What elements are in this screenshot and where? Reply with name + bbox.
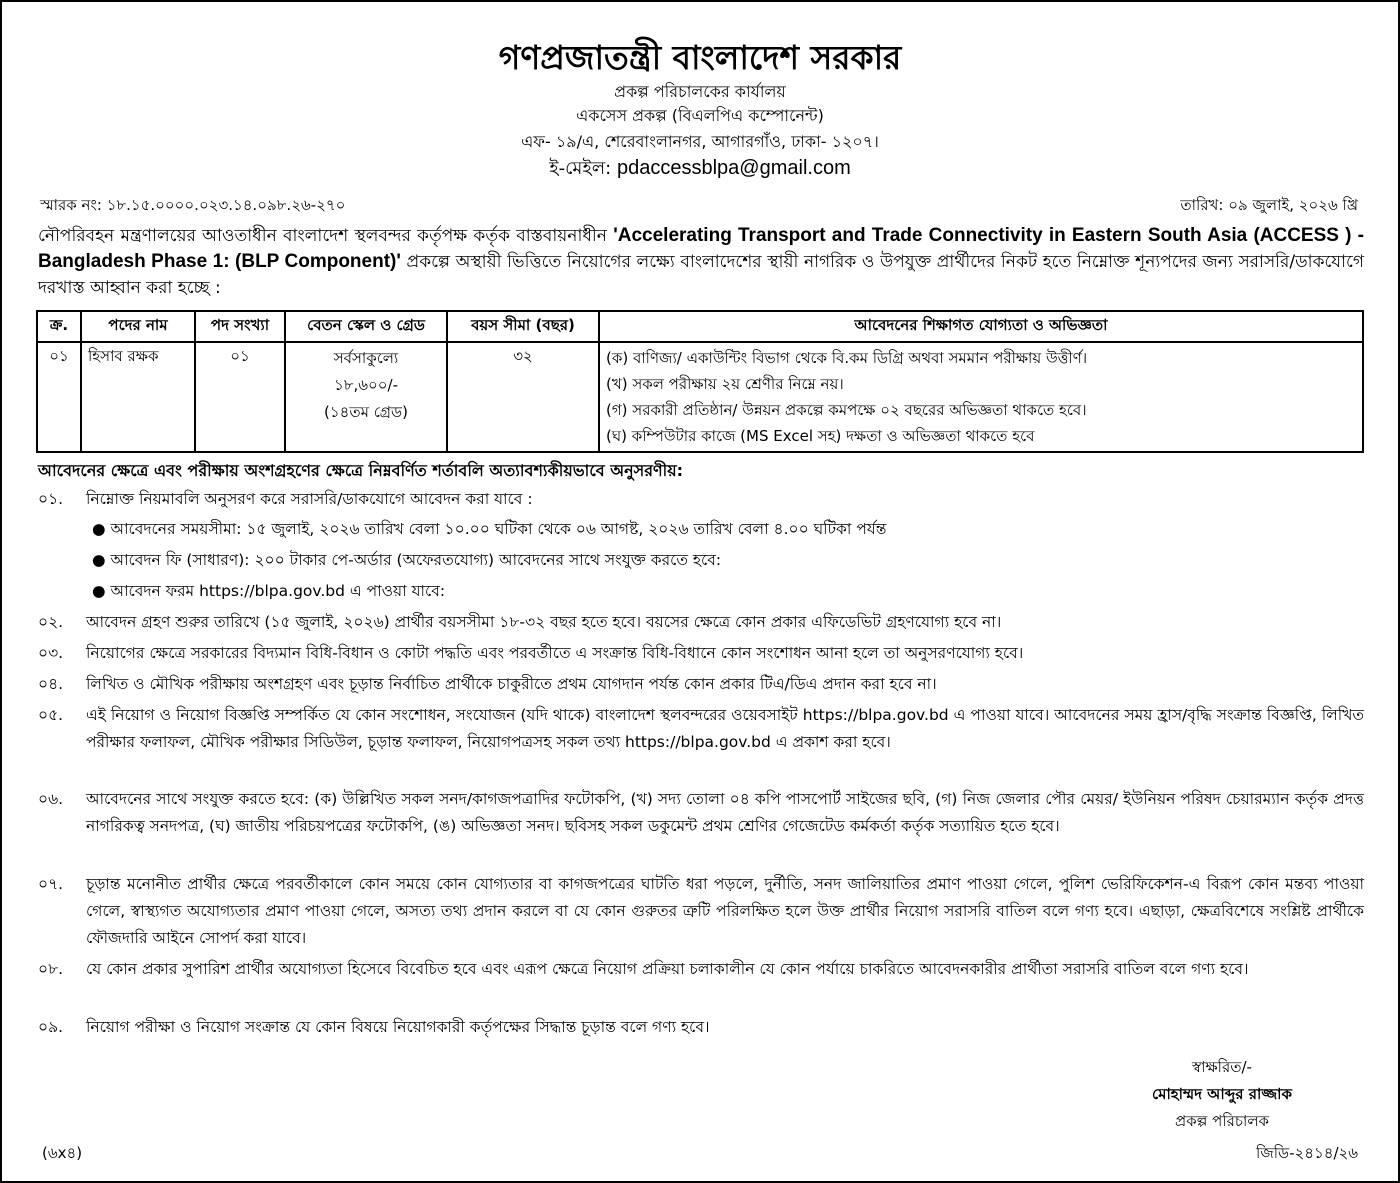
- intro-pre: নৌপরিবহন মন্ত্রণালয়ের আওতাধীন বাংলাদেশ স্থলবন্দর কর্তৃপক্ষ কর্তৃক বাস্তবায়নাধীন: [38, 226, 614, 246]
- condition-item: [38, 671, 1364, 698]
- condition-text: আবেদন গ্রহণ শুরুর তারিখে (১৫ জুলাই, ২০২৬) প্রার্থীর বয়সসীমা ১৮-৩২ বছর হতে হবে। বয়সের ক্ষেত্রে কোন প্রকার এফিডেভিট গ্রহণযোগ্য হবে না।: [86, 613, 1002, 631]
- condition-number: ০৩.: [38, 644, 64, 662]
- cell-post-name: হিসাব রক্ষক: [81, 342, 195, 452]
- ad-size-code: (৬x৪): [42, 1144, 83, 1162]
- condition-number: ০৪.: [38, 675, 64, 693]
- condition-number: ০৬.: [38, 790, 64, 808]
- qualification-item: (ঘ) কম্পিউটার কাজে (MS Excel সহ) দক্ষতা ও অভিজ্ঞতা থাকতে হবে: [606, 427, 1035, 445]
- email-address: pdaccessblpa@gmail.com: [616, 157, 851, 179]
- salary-line-2: ১৮,৬০০/-: [334, 376, 398, 394]
- government-title: গণপ্রজাতন্ত্রী বাংলাদেশ সরকার: [498, 38, 902, 77]
- condition-text: লিখিত ও মৌখিক পরীক্ষায় অংশগ্রহণ এবং চূড়ান্ত নির্বাচিত প্রার্থীকে চাকুরীতে প্রথম যোগদান পর্যন্ত কোন প্রকার টিএ/ডিএ প্রদান করা হবে না।: [86, 675, 937, 693]
- qualification-item: (ক) বাণিজ্য/ একাউন্টিং বিভাগ থেকে বি.কম ডিগ্রি অথবা সমমান পরীক্ষায় উত্তীর্ণ।: [606, 349, 1088, 367]
- condition-item: [38, 786, 1364, 840]
- condition-text: চূড়ান্ত মনোনীত প্রার্থীর ক্ষেত্রে পরবর্তীকালে কোন সময়ে কোন যোগ্যতার বা কাগজপত্রের ঘাটতি ধরা পড়লে, দুর্নীতি, সনদ জালিয়াতির প্রমাণ পাওয়া গেলে, পুলিশ ভেরিফিকেশন-এ বিরূপ কোন মন্তব্য পাওয়া গেলে, স্বাস্থ্যগত অযোগ্যতার প্রমাণ পাওয়া গেলে, অসত্য তথ্য প্রদান করলে বা যে কোন গুরুতর ত্রুটি পরিলক্ষিত হলে উক্ত প্রার্থীর নিয়োগ সরাসরি বাতিল বলে গণ্য হবে। এছাড়া, ক্ষেত্রবিশেষে সংশ্লিষ্ট প্রার্থীকে ফৌজদারি আইনে সোপর্দ করা যাবে।: [86, 875, 1364, 947]
- condition-text: যে কোন প্রকার সুপারিশ প্রার্থীর অযোগ্যতা হিসেবে বিবেচিত হবে এবং এরূপ ক্ষেত্রে নিয়োগ প্রক্রিয়া চলাকালীন যে কোন পর্যায়ে চাকরিতে আবেদনকারীর প্রার্থীতা সরাসরি বাতিল বলে গণ্য হবে।: [86, 960, 1249, 978]
- email-label: ই-মেইল:: [549, 158, 612, 179]
- office-address: এফ- ১৯/এ, শেরেবাংলানগর, আগারগাঁও, ঢাকা- ১২০৭।: [521, 132, 879, 151]
- salary-line-3: (১৪তম গ্রেড): [324, 403, 408, 421]
- project-name: একসেস প্রকল্প (বিএলপিএ কম্পোনেন্ট): [576, 106, 824, 125]
- salary-line-1: সর্বসাকুল্যে: [333, 349, 399, 367]
- condition-number: ০৭.: [38, 875, 64, 893]
- signatory-name: মোহাম্মদ আব্দুর রাজ্জাক: [1152, 1085, 1292, 1103]
- condition-number: ০৯.: [38, 1018, 64, 1036]
- signatory-designation: প্রকল্প পরিচালক: [1174, 1112, 1269, 1130]
- condition-text: নিয়োগ পরীক্ষা ও নিয়োগ সংক্রান্ত যে কোন বিষয়ে নিয়োগকারী কর্তৃপক্ষের সিদ্ধান্ত চূড়ান্ত বলে গণ্য হবে।: [86, 1018, 710, 1036]
- col-salary: বেতন স্কেল ও গ্রেড: [285, 311, 447, 342]
- office-name: প্রকল্প পরিচালকের কার্যালয়: [614, 82, 786, 101]
- intro-post: প্রকল্পে অস্থায়ী ভিত্তিতে নিয়োগের লক্ষ্যে বাংলাদেশের স্থায়ী নাগরিক ও উপযুক্ত প্রার্থীদের নিকট হতে নিম্নোক্ত শূন্যপদের জন্য সরাসরি/ডাকযোগে দরখাস্ত আহ্বান করা হচ্ছে :: [38, 252, 1364, 298]
- signature-block: [1082, 1054, 1362, 1135]
- col-serial: ক্র.: [37, 311, 81, 342]
- condition-number: ০৫.: [38, 706, 64, 724]
- col-post-count: পদ সংখ্যা: [195, 311, 285, 342]
- condition-item: [38, 609, 1364, 636]
- col-age-limit: বয়স সীমা (বছর): [447, 311, 599, 342]
- condition-item: [38, 956, 1364, 983]
- bullet-fee: ● আবেদন ফি (সাধারণ): ২০০ টাকার পে-অর্ডার (অফেরতযোগ্য) আবেদনের সাথে সংযুক্ত করতে হবে:: [92, 551, 722, 569]
- cell-post-count: ০১: [195, 342, 285, 452]
- email-line: [2, 158, 1398, 179]
- condition-item: [38, 1014, 1364, 1041]
- condition-number: ০৮.: [38, 960, 64, 978]
- condition-text: নিম্নোক্ত নিয়মাবলি অনুসরণ করে সরাসরি/ডাকযোগে আবেদন করা যাবে :: [86, 490, 533, 508]
- condition-item: [38, 640, 1364, 667]
- bullet-deadline: ● আবেদনের সময়সীমা: ১৫ জুলাই, ২০২৬ তারিখ বেলা ১০.০০ ঘটিকা থেকে ০৬ আগষ্ট, ২০২৬ তারিখ বেলা ৪.০০ ঘটিকা পর্যন্ত: [92, 520, 887, 538]
- ad-reference-code: জিডি-২৪১৪/২৬: [1256, 1144, 1358, 1162]
- table-header-row: [37, 311, 1363, 342]
- intro-paragraph: [38, 223, 1364, 301]
- cell-age-limit: ৩২: [447, 342, 599, 452]
- cell-serial: ০১: [37, 342, 81, 452]
- condition-item: [38, 702, 1364, 756]
- condition-text: আবেদনের সাথে সংযুক্ত করতে হবে: (ক) উল্লিখিত সকল সনদ/কাগজপত্রাদির ফটোকপি, (খ) সদ্য তোলা ০৪ কপি পাসপোর্ট সাইজের ছবি, (গ) নিজ জেলার পৌর মেয়র/ ইউনিয়ন পরিষদ চেয়ারম্যান কর্তৃক প্রদত্ত নাগরিকত্ব সনদপত্র, (ঘ) জাতীয় পরিচয়পত্রের ফটোকপি, (ঙ) অভিজ্ঞতা সনদ। ছবিসহ সকল ডকুমেন্ট প্রথম শ্রেণির গেজেটেড কর্মকর্তা কর্তৃক সত্যায়িত হতে হবে।: [86, 790, 1364, 835]
- memo-number: স্মারক নং: ১৮.১৫.০০০০.০২৩.১৪.০৯৮.২৬-২৭০: [40, 196, 346, 214]
- table-row: [37, 342, 1363, 452]
- qualification-item: (খ) সকল পরীক্ষায় ২য় শ্রেণীর নিম্নে নয়।: [606, 375, 844, 393]
- conditions-heading: আবেদনের ক্ষেত্রে এবং পরীক্ষায় অংশগ্রহণের ক্ষেত্রে নিম্নবর্ণিত শর্তাবলি অত্যাবশ্যকীয়ভাবে অনুসরণীয়:: [38, 461, 684, 480]
- condition-number: ০১.: [38, 490, 64, 508]
- condition-number: ০২.: [38, 613, 64, 631]
- qualification-item: (গ) সরকারী প্রতিষ্ঠান/ উন্নয়ন প্রকল্পে কমপক্ষে ০২ বছরের অভিজ্ঞতা থাকতে হবে।: [606, 401, 1087, 419]
- intro-project-en: 'Accelerating Transport and Trade Connectivity in Eastern South Asia (ACCESS ) - Bangladesh Phase 1: (BLP Component)': [38, 225, 1364, 272]
- col-qualification: আবেদনের শিক্ষাগত যোগ্যতা ও অভিজ্ঞতা: [599, 311, 1363, 342]
- vacancy-table: [36, 310, 1364, 453]
- bullet-form: ● আবেদন ফরম https://blpa.gov.bd এ পাওয়া যাবে:: [92, 582, 446, 600]
- condition-text: এই নিয়োগ ও নিয়োগ বিজ্ঞপ্তি সম্পর্কিত যে কোন সংশোধন, সংযোজন (যদি থাকে) বাংলাদেশ স্থলবন্দরের ওয়েবসাইট https://blpa.gov.bd এ পাওয়া যাবে। আবেদনের সময় হ্রাস/বৃদ্ধি সংক্রান্ত বিজ্ঞপ্তি, লিখিত পরীক্ষার ফলাফল, মৌখিক পরীক্ষার সিডিউল, চূড়ান্ত ফলাফল, নিয়োগপত্রসহ সকল তথ্য https://blpa.gov.bd এ প্রকাশ করা হবে।: [86, 706, 1364, 751]
- cell-salary: [285, 342, 447, 452]
- cell-qualification: [599, 342, 1363, 452]
- condition-item: [38, 871, 1364, 952]
- memo-date: তারিখ: ০৯ জুলাই, ২০২৬ খ্রি: [1180, 196, 1358, 214]
- col-post-name: পদের নাম: [81, 311, 195, 342]
- signed-mark: স্বাক্ষরিত/-: [1192, 1058, 1252, 1076]
- condition-item: [38, 486, 1364, 513]
- condition-text: নিয়োগের ক্ষেত্রে সরকারের বিদ্যমান বিধি-বিধান ও কোটা পদ্ধতি এবং পরবর্তীতে এ সংক্রান্ত বিধি-বিধানে কোন সংশোধন আনা হলে তা অনুসরণযোগ্য হবে।: [86, 644, 1024, 662]
